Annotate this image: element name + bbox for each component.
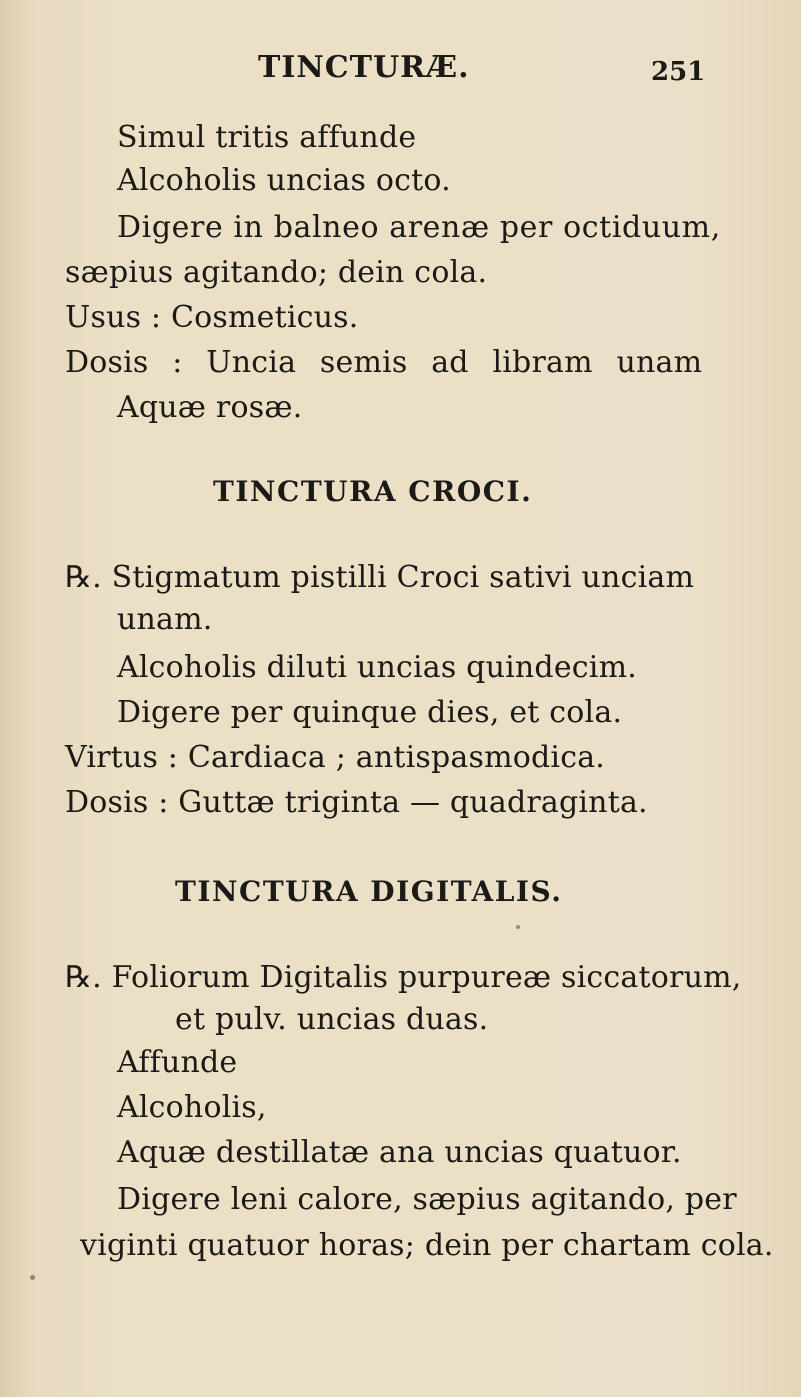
text-line-11: Alcoholis diluti uncias quindecim. (117, 650, 637, 685)
usus-line: Usus : Cosmeticus. (65, 300, 359, 335)
dosis-line: Dosis : Uncia semis ad libram unam (65, 345, 703, 380)
text-line-4: sæpius agitando; dein cola. (65, 255, 488, 290)
text-line-12: Digere per quinque dies, et cola. (117, 695, 623, 730)
ink-spot (30, 1275, 35, 1280)
dosis-line-croci: Dosis : Guttæ triginta — quadraginta. (65, 785, 648, 820)
recipe-line-croci: ℞. Stigmatum pistilli Croci sativi unciam (65, 560, 695, 595)
recipe-line-digitalis: ℞. Foliorum Digitalis purpureæ siccatorum, (65, 960, 742, 995)
text-line-19: Alcoholis, (117, 1090, 267, 1125)
text-line-20: Aquæ destillatæ ana uncias quatuor. (117, 1135, 682, 1170)
text-line-18: Affunde (117, 1045, 238, 1080)
text-line-10: unam. (117, 602, 213, 637)
heading-tinctura-digitalis: TINCTURA DIGITALIS. (175, 875, 563, 908)
text-line-3: Digere in balneo arenæ per octiduum, (117, 210, 721, 245)
page-number: 251 (651, 57, 706, 87)
text-line-1: Simul tritis affunde (117, 120, 417, 155)
text-line-22: viginti quatuor horas; dein per chartam cola. (80, 1228, 774, 1263)
text-line-7: Aquæ rosæ. (117, 390, 303, 425)
running-header: TINCTURÆ. (258, 50, 470, 85)
virtus-line: Virtus : Cardiaca ; antispasmodica. (65, 740, 606, 775)
heading-tinctura-croci: TINCTURA CROCI. (213, 475, 533, 508)
ink-spot (516, 925, 520, 929)
text-line-17: et pulv. uncias duas. (175, 1002, 489, 1037)
text-line-2: Alcoholis uncias octo. (117, 163, 451, 198)
text-line-21: Digere leni calore, sæpius agitando, per (117, 1182, 737, 1217)
